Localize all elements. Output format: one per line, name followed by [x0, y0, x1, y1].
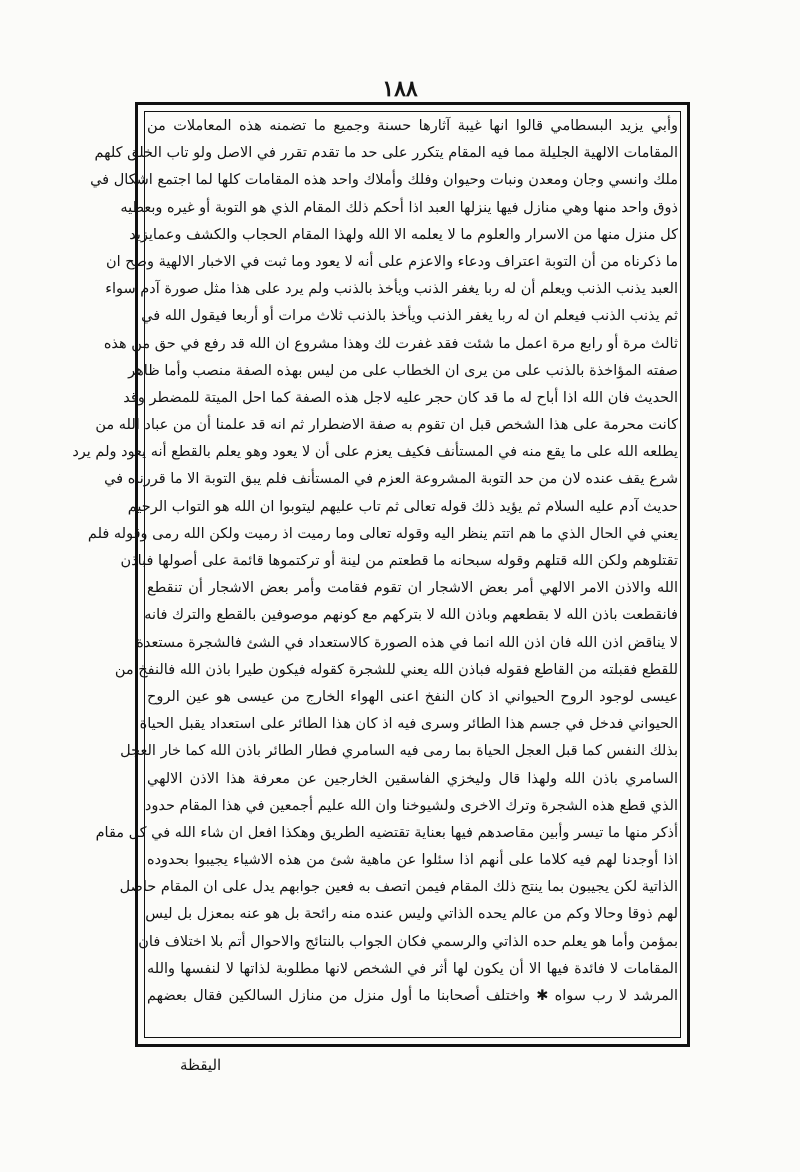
text-line: صفته المؤاخذة بالذنب على من يرى ان الخطاب على من ليس بهذه الصفة منصب وأما ظاهر — [128, 362, 678, 379]
text-line: تقتلوهم ولكن الله قتلهم وقوله سبحانه ما قطعتم من لينة أو تركتموها قائمة على أصولها فباذن — [120, 553, 678, 569]
text-line: وأبي يزيد البسطامي قالوا انها غيبة آثارها حسنة وجميع ما تضمنه هذه المعاملات من — [147, 118, 678, 134]
text-line: أذكر منها ما تيسر وأبين مقاصدهم فيها بعناية تقتضيه الطريق وهكذا افعل ان شاء الله في كل مقام — [95, 824, 678, 841]
text-line: ثم يذنب الذنب فيعلم ان له ربا يغفر الذنب ويأخذ بالذنب ثلاث مرات أو أربعا فيقول الله في — [141, 308, 678, 325]
text-line: المقامات لا فائدة فيها الا أن يكون لها أثر في الشخص لانها مطلوبة لذاتها لا لنفسها والله — [147, 960, 678, 977]
text-line: لا يناقض اذن الله فان اذن الله انما في هذه الصورة كالاستعداد في الشئ فالشجرة مستعدة — [136, 634, 678, 651]
text-line: بمؤمن وأما هو يعلم حده الذاتي والرسمي فكان الجواب بالنتائج والاحوال أتم بلا اختلاف فان — [138, 933, 678, 950]
text-line: الله والاذن الامر الالهي أمر بعض الاشجار ان تقوم فقامت وأمر بعض الاشجار أن تنقطع — [147, 580, 678, 597]
text-line: بذلك النفس كما قبل العجل الحياة بما رمى فيه السامري فطار الطائر باذن الله كما خار العجل — [120, 743, 678, 760]
text-line: يطلعه الله على ما يقع منه في المستأنف فكيف يعزم على أن لا يعود وهو يعلم بالقطع أنه يعود ولم يرد — [72, 444, 678, 461]
text-line: ذوق واحد منها وهي منازل فيها ينزلها العبد اذا أحكم ذلك المقام الذي هو التوبة أو غيره وبعطيه — [120, 199, 678, 216]
text-line: المقامات الالهية الجليلة مما فيه المقام يتكرر على حد ما تقدم تقرر في الاصل ولو تاب الخلق كلهم — [94, 145, 678, 162]
text-line: الذي قطع هذه الشجرة وترك الاخرى ولشيوخنا وان الله عليم أجمعين في هذا المقام حدود — [144, 797, 678, 814]
text-line: لهم ذوقا وحالا وكم من عالم يحده الذاتي وليس عنده منه رائحة بل هو عنه بمعزل بل ليس — [145, 906, 678, 923]
text-line: شرع يقف عنده لان من حد التوبة المشروعة العزم في المستأنف فلم يبق التوبة الا ما قررناه في — [104, 471, 678, 488]
text-line: العبد يذنب الذنب ويعلم أن له ربا يغفر الذنب ويأخذ بالذنب ولم يرد على هذا مثل صورة آدم سواء — [105, 281, 678, 298]
text-line: اذا أوجدنا لهم فيه كلاما على أنهم اذا سئلوا عن ماهية شئ من هذه الاشياء يجيبوا بحدوده — [147, 852, 678, 869]
text-line: كانت محرمة على هذا الشخص قبل ان تقوم به صفة الاضطرار ثم انه قد علمنا أن من عباد الله من — [95, 417, 678, 434]
text-line: ملك وانسي وجان ومعدن ونبات وحيوان وفلك وأملاك واحد هذه المقامات كلها لما اجتمع اشكال في — [90, 172, 678, 189]
catchword: اليقظة — [180, 1056, 222, 1074]
text-line: السامري باذن الله ولهذا قال وليخزي الفاسقين الخارجين عن معرفة هذا الاذن الالهي — [147, 770, 678, 787]
text-line: حديث آدم عليه السلام ثم يؤيد ذلك قوله تعالى ثم تاب عليهم ليتوبوا ان الله هو التواب الرحيم — [127, 498, 678, 515]
text-line: الحديث فان الله اذا أباح له ما قد كان حجر عليه لاجل هذه الصفة كما احل الميتة للمضطر وقد — [123, 389, 678, 406]
text-line: يعني في الحال الذي ما هم اتتم ينظر اليه وقوله تعالى وما رميت اذ رميت ولكن الله رمى وقوله فلم — [87, 525, 678, 542]
text-line: الحيواني فدخل في جسم هذا الطائر وسرى فيه اذ كان هذا الطائر على استعداد يقبل الحياة — [139, 716, 678, 733]
text-line: ما ذكرناه من أن التوبة اعتراف ودعاء والاعزم على أنه لا يعود وما ثبت في الاخبار الالهية وصح ان — [106, 253, 678, 270]
main-text-block — [72, 113, 680, 1038]
text-line: فانقطعت باذن الله لا بقطعهم وباذن الله لا بتركهم مع كونهم موصوفين بالقطع والترك فانه — [144, 607, 678, 624]
text-line: للقطع فقبلته من القاطع فقوله فباذن الله يعني للشجرة كقوله فيكون طيرا باذن الله فالنفخ من — [114, 661, 678, 678]
text-line: ثالث مرة أو رابع مرة اعمل ما شئت فقد غفرت لك وهذا مشروع ان الله قد رفع في حق من هذه — [103, 335, 678, 352]
text-line: عيسى لوجود الروح الحيواني اذ كان النفخ اعنى الهواء الخارج من عيسى هو عين الروح — [147, 688, 678, 705]
text-line: كل منزل منها من الاسرار والعلوم ما لا يعلمه الا الله ولهذا المقام الحجاب والكشف وعمايزيد — [129, 226, 678, 243]
text-line: الذاتية لكن يجيبون بما ينتج ذلك المقام فيمن اتصف به فعين جوابهم يدل على ان المقام حاصل — [119, 879, 678, 896]
page-number: ١٨٨ — [382, 76, 418, 102]
text-line: المرشد لا رب سواه ✱ واختلف أصحابنا ما أول منزل من منازل السالكين فقال بعضهم — [147, 988, 678, 1004]
